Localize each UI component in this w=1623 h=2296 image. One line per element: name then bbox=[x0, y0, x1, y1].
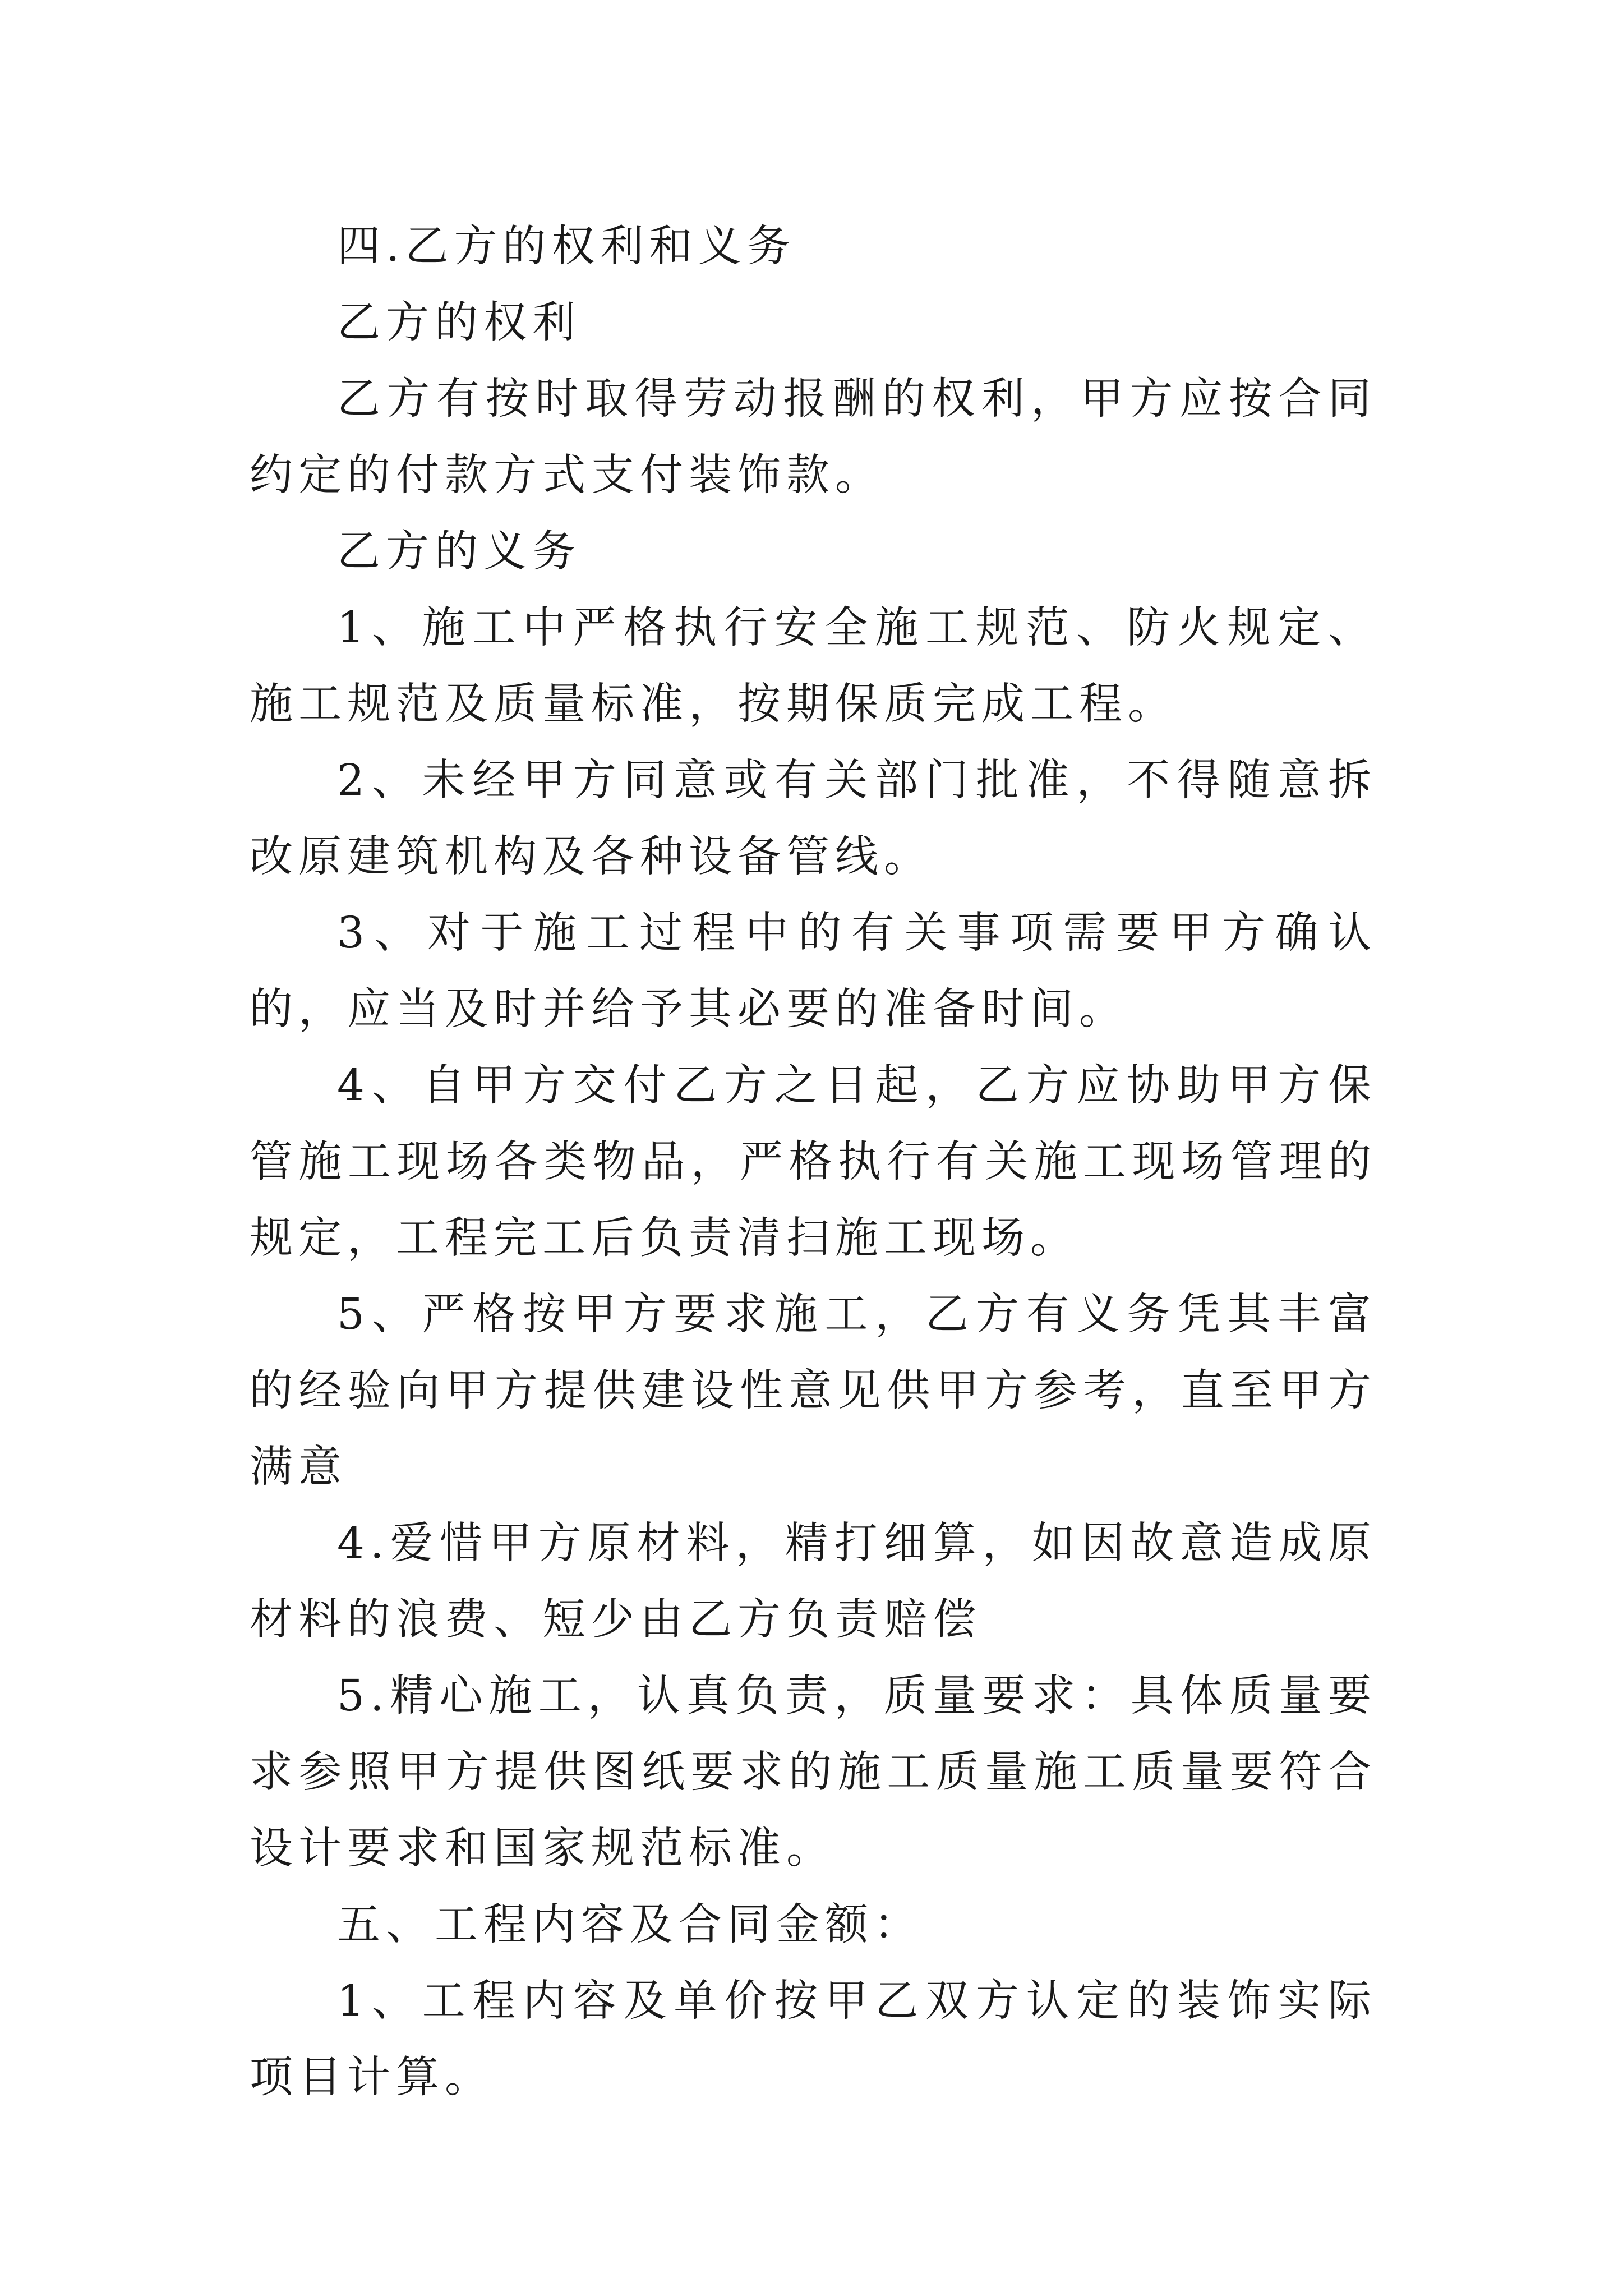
subheading-obligations: 乙方的义务 bbox=[337, 527, 581, 577]
obligation-item-4: 4、自甲方交付乙方之日起，乙方应协助甲方保管施工现场各类物品，严格执行有关施工现场管理的规定，工程完工后负责清扫施工现场。 bbox=[250, 1061, 1377, 1263]
obligation-item-2: 2、未经甲方同意或有关部门批准，不得随意拆改原建筑机构及各种设备管线。 bbox=[250, 756, 1377, 882]
obligation-item-1: 1、施工中严格执行安全施工规范、防火规定、施工规范及质量标准，按期保质完成工程。 bbox=[250, 603, 1377, 729]
section-heading-5: 五、工程内容及合同金额： bbox=[337, 1900, 923, 1950]
obligation-item-3: 3、对于施工过程中的有关事项需要甲方确认的，应当及时并给予其必要的准备时间。 bbox=[250, 908, 1377, 1034]
document-body bbox=[250, 209, 1377, 2116]
section-heading-4: 四.乙方的权利和义务 bbox=[337, 222, 796, 272]
paragraph-rights: 乙方有按时取得劳动报酬的权利，甲方应按合同约定的付款方式支付装饰款。 bbox=[250, 374, 1377, 500]
obligation-item-4b: 4.爱惜甲方原材料，精打细算，如因故意造成原材料的浪费、短少由乙方负责赔偿 bbox=[250, 1519, 1377, 1645]
obligation-item-5b: 5.精心施工，认真负责，质量要求：具体质量要求参照甲方提供图纸要求的施工质量施工质量要符合设计要求和国家规范标准。 bbox=[250, 1671, 1377, 1874]
subheading-rights: 乙方的权利 bbox=[337, 298, 581, 348]
obligation-item-5: 5、严格按甲方要求施工，乙方有义务凭其丰富的经验向甲方提供建设性意见供甲方参考，直至甲方满意 bbox=[250, 1290, 1377, 1492]
contract-item-1: 1、工程内容及单价按甲乙双方认定的装饰实际项目计算。 bbox=[250, 1976, 1377, 2102]
